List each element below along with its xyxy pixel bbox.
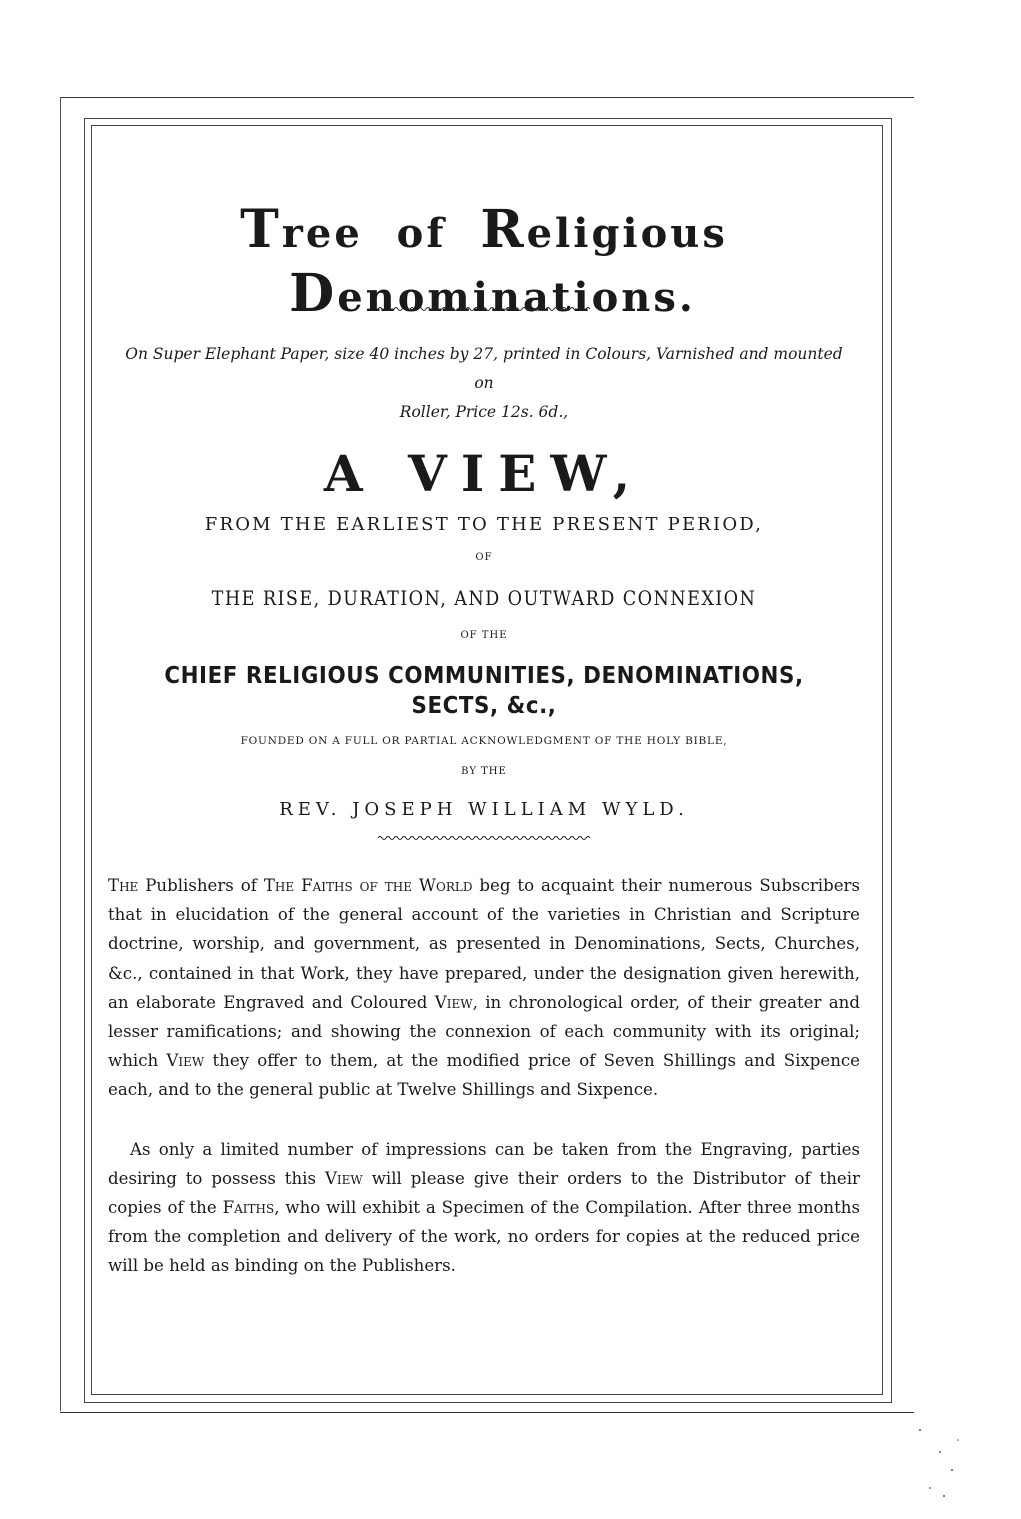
page-content (108, 200, 860, 1281)
paper-specks (900, 1400, 980, 1510)
of-the-label: OF THE (460, 630, 508, 641)
note-line-2: Roller, Price 12s. 6d., (399, 403, 569, 421)
title-word-denominations: enominations. (337, 274, 696, 321)
of-label: OF (475, 552, 493, 563)
title-word-religious: eligious (526, 210, 728, 257)
body-text (108, 871, 860, 1281)
page-title (108, 199, 860, 324)
title-initial-r: R (480, 199, 527, 260)
chief-line: CHIEF RELIGIOUS COMMUNITIES, DENOMINATIONS, SECTS, &c., (164, 663, 804, 719)
title-word-of: of (396, 210, 447, 257)
by-the-label: BY THE (461, 766, 507, 777)
title-initial-d: D (289, 263, 338, 324)
view-heading: A VIEW, (323, 444, 645, 503)
title-word-tree: ree (281, 210, 363, 257)
author-line: REV. JOSEPH WILLIAM WYLD. (279, 799, 689, 820)
from-line: FROM THE EARLIEST TO THE PRESENT PERIOD, (204, 514, 764, 535)
note-line-1: On Super Elephant Paper, size 40 inches by 27, printed in Colours, Varnished and mounted on (125, 345, 843, 392)
paragraph-2: As only a limited number of impressions can be taken from the Engraving, parties desiring to possess this View will please give their orders to the Distributor of their copies of the Faiths, who will exhibit a Specimen of the Compilation. After three months from the completion and delivery of the work, no orders for copies at the reduced price will be held as binding on the Publishers. (108, 1139, 860, 1276)
publication-note (120, 340, 848, 427)
title-initial-t: T (240, 199, 282, 260)
founded-line: FOUNDED ON A FULL OR PARTIAL ACKNOWLEDGMENT OF THE HOLY BIBLE, (240, 735, 728, 747)
outer-border-left (60, 97, 61, 1411)
paragraph-1: The Publishers of The Faiths of the World beg to acquaint their numerous Subscribers that in elucidation of the general account of the varieties in Christian and Scripture doctrine, worship, and government, as presented in Denominations, Sects, Churches, &c., contained in that Work, they have prepared, under the designation given herewith, an elaborate Engraved and Coloured View, in chronological order, of their greater and lesser ramifications; and showing the connexion of each community with its original; which View they offer to them, at the modified price of Seven Shillings and Sixpence each, and to the general public at Twelve Shillings and Sixpence. (108, 876, 860, 1100)
wavy-rule-bottom (368, 835, 600, 841)
rise-line: THE RISE, DURATION, AND OUTWARD CONNEXION (211, 586, 757, 610)
